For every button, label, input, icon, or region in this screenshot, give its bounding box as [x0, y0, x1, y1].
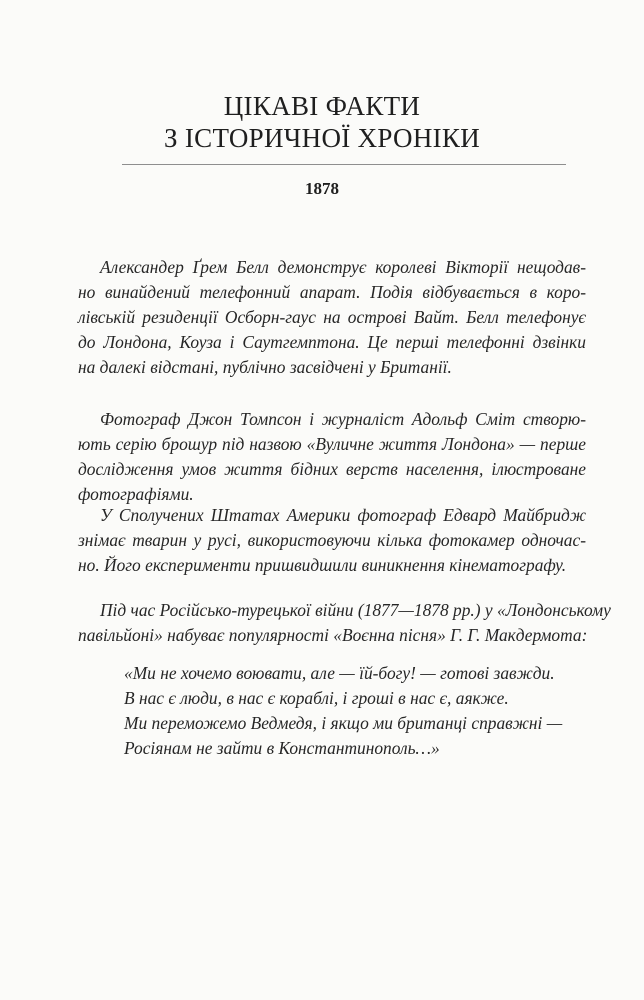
chapter-title-line-1: ЦІКАВІ ФАКТИ [223, 91, 421, 121]
chapter-title-line-2: З ІСТОРИЧНОЇ ХРОНІКИ [163, 123, 481, 153]
paragraph-line: но. Його експерименти пришвидшили виникнення кінематографу. [78, 555, 567, 575]
quote-line: Росіянам не зайти в Константинополь…» [124, 738, 440, 758]
paragraph-line: Фотограф Джон Томпсон і журналіст Адольф Сміт створю- [100, 409, 586, 429]
paragraph-muybridge [78, 503, 586, 578]
song-quote [124, 661, 584, 761]
paragraph-line: Під час Російсько-турецької війни (1877—1878 рр.) у «Лондонському [100, 600, 611, 620]
paragraph-line: ють серію брошур під назвою «Вуличне життя Лондона» — перше [78, 434, 586, 454]
quote-line: «Ми не хочемо воювати, але — їй-богу! — готові завжди. [124, 663, 555, 683]
quote-line: Ми переможемо Ведмедя, і якщо ми британці справжні — [124, 713, 563, 733]
paragraph-line: на далекі відстані, публічно засвідчені у Британії. [78, 357, 452, 377]
paragraph-line: лівській резиденції Осборн-гаус на острові Вайт. Белл телефонує [78, 307, 586, 327]
paragraph-war-song [78, 598, 611, 648]
paragraph-line: знімає тварин у русі, використовуючи кілька фотокамер одночас- [78, 530, 586, 550]
paragraph-line: дослідження умов життя бідних верств населення, ілюстроване [78, 459, 586, 479]
quote-line: В нас є люди, в нас є кораблі, і гроші в нас є, аякже. [124, 688, 509, 708]
paragraph-line: павільйоні» набуває популярності «Воєнна пісня» Г. Г. Макдермота: [78, 625, 588, 645]
paragraph-street-life [78, 407, 586, 507]
paragraph-line: У Сполучених Штатах Америки фотограф Едвард Майбридж [100, 505, 586, 525]
paragraph-bell-telephone [78, 255, 586, 380]
year-heading: 1878 [305, 179, 339, 198]
paragraph-line: до Лондона, Коуза і Саутгемптона. Це перші телефонні дзвінки [78, 332, 586, 352]
paragraph-line: но винайдений телефонний апарат. Подія відбувається в коро- [78, 282, 586, 302]
title-divider [122, 164, 566, 165]
paragraph-line: Александер Ґрем Белл демонструє королеві Вікторії нещодав- [100, 257, 586, 277]
paragraph-line: фотографіями. [78, 484, 194, 504]
